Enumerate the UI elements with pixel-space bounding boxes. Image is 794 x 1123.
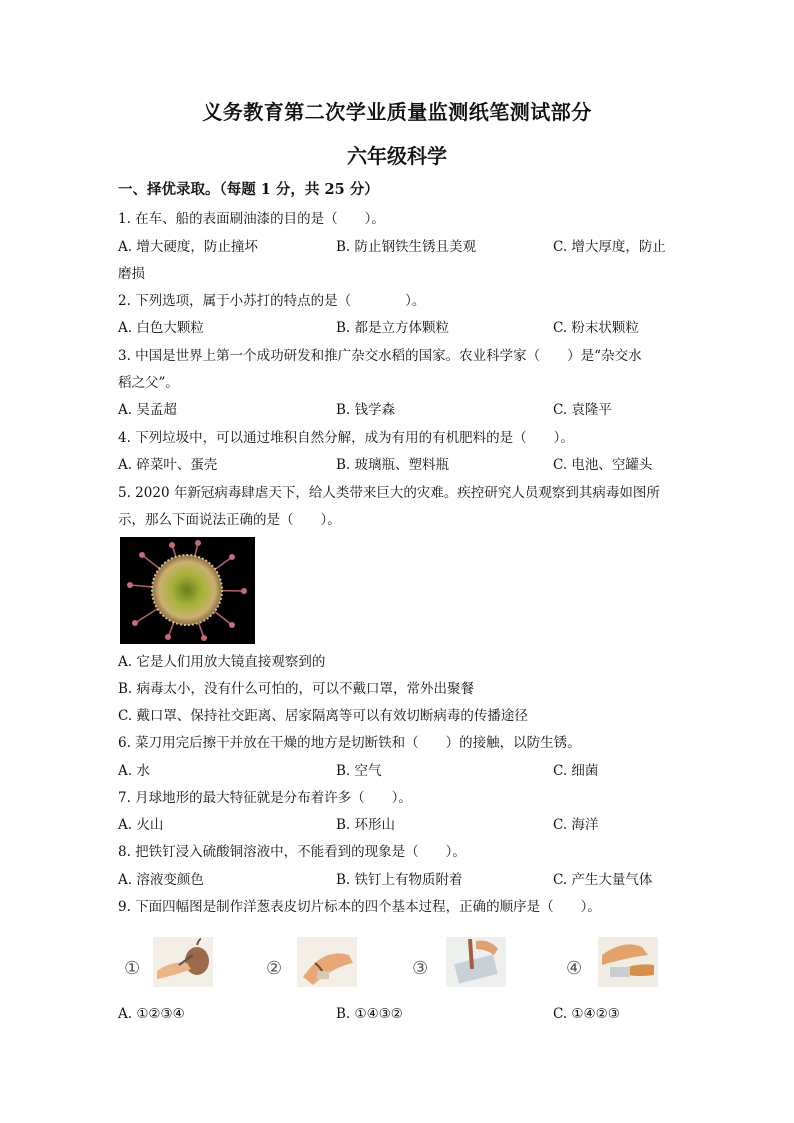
question-3-stem-line2: 稻之父”。 xyxy=(118,375,179,391)
q8-option-b: B. 铁钉上有物质附着 xyxy=(336,872,463,888)
q4-option-c: C. 电池、空罐头 xyxy=(553,457,653,473)
q1-option-a: A. 增大硬度，防止撞坏 xyxy=(118,239,258,255)
onion-step-3-image xyxy=(446,937,506,987)
figure-label-3: ③ xyxy=(412,958,429,979)
onion-step-4-image xyxy=(598,937,658,987)
q7-option-b: B. 环形山 xyxy=(336,817,396,833)
question-5-stem-line2: 示，那么下面说法正确的是（ ）。 xyxy=(118,512,341,528)
q9-option-c: C. ①④②③ xyxy=(553,1006,620,1022)
section-heading: 一、择优录取。（每题 1 分，共 25 分） xyxy=(118,181,379,198)
q6-option-c: C. 细菌 xyxy=(553,763,599,779)
q9-option-b: B. ①④③② xyxy=(336,1006,403,1022)
q5-option-b: B. 病毒太小，没有什么可怕的，可以不戴口罩，常外出聚餐 xyxy=(118,681,475,697)
exam-subtitle: 六年级科学 xyxy=(347,144,447,168)
question-7-stem: 7. 月球地形的最大特征就是分布着许多（ ）。 xyxy=(118,790,412,806)
q1-option-b: B. 防止钢铁生锈且美观 xyxy=(336,239,477,255)
question-2-stem: 2. 下列选项，属于小苏打的特点的是（ ）。 xyxy=(118,293,426,309)
q7-option-c: C. 海洋 xyxy=(553,817,599,833)
question-8-stem: 8. 把铁钉浸入硫酸铜溶液中，不能看到的现象是（ ）。 xyxy=(118,844,466,860)
question-5-stem: 5. 2020 年新冠病毒肆虐天下，给人类带来巨大的灾难。疾控研究人员观察到其病毒如图所 xyxy=(118,485,660,501)
q5-option-c: C. 戴口罩、保持社交距离、居家隔离等可以有效切断病毒的传播途径 xyxy=(118,708,528,724)
q1-option-c-continued: 磨损 xyxy=(118,266,145,282)
figure-label-4: ④ xyxy=(566,958,583,979)
virus-illustration xyxy=(120,537,255,644)
q2-option-b: B. 都是立方体颗粒 xyxy=(336,320,450,336)
q9-option-a: A. ①②③④ xyxy=(118,1006,185,1022)
onion-step-1-image xyxy=(153,937,213,987)
q7-option-a: A. 火山 xyxy=(118,817,164,833)
question-6-stem: 6. 菜刀用完后擦干并放在干燥的地方是切断铁和（ ）的接触，以防生锈。 xyxy=(118,735,581,751)
q2-option-c: C. 粉末状颗粒 xyxy=(553,320,639,336)
figure-label-1: ① xyxy=(124,958,141,979)
q1-option-c: C. 增大厚度，防止 xyxy=(553,239,666,255)
onion-step-2-image xyxy=(297,937,357,987)
q4-option-b: B. 玻璃瓶、塑料瓶 xyxy=(336,457,450,473)
q3-option-c: C. 袁隆平 xyxy=(553,402,612,418)
figure-label-2: ② xyxy=(266,958,283,979)
question-1-stem: 1. 在车、船的表面刷油漆的目的是（ ）。 xyxy=(118,211,385,227)
q2-option-a: A. 白色大颗粒 xyxy=(118,320,204,336)
q3-option-b: B. 钱学森 xyxy=(336,402,396,418)
q6-option-a: A. 水 xyxy=(118,763,150,779)
q5-option-a: A. 它是人们用放大镜直接观察到的 xyxy=(118,654,326,670)
exam-title: 义务教育第二次学业质量监测纸笔测试部分 xyxy=(202,100,592,124)
q8-option-c: C. 产生大量气体 xyxy=(553,872,653,888)
q8-option-a: A. 溶液变颜色 xyxy=(118,872,204,888)
q3-option-a: A. 吴孟超 xyxy=(118,402,177,418)
question-3-stem: 3. 中国是世界上第一个成功研发和推广杂交水稻的国家。农业科学家（ ）是“杂交水 xyxy=(118,348,642,364)
virus-image xyxy=(120,537,255,644)
question-9-stem: 9. 下面四幅图是制作洋葱表皮切片标本的四个基本过程，正确的顺序是（ ）。 xyxy=(118,899,601,915)
question-4-stem: 4. 下列垃圾中，可以通过堆积自然分解，成为有用的有机肥料的是（ ）。 xyxy=(118,430,574,446)
q4-option-a: A. 碎菜叶、蛋壳 xyxy=(118,457,218,473)
q6-option-b: B. 空气 xyxy=(336,763,382,779)
